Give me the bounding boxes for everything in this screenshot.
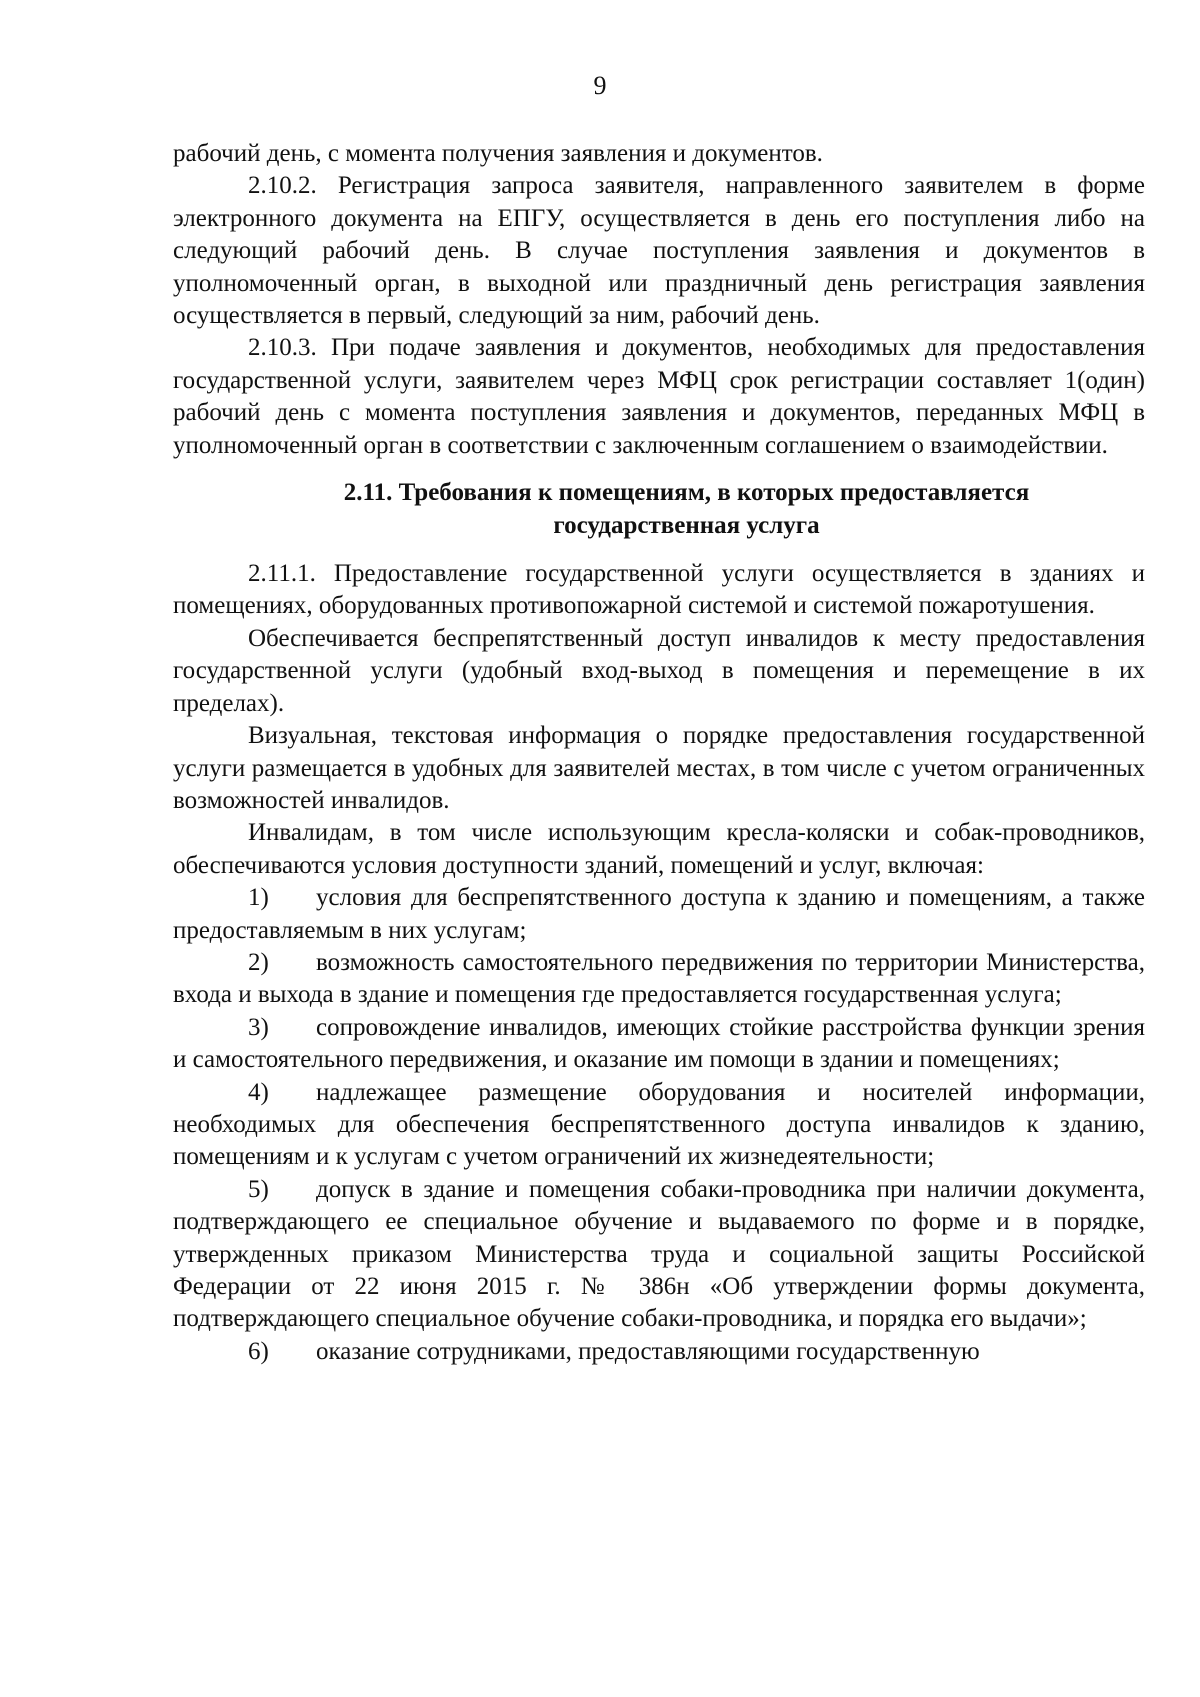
- paragraph-2-10-2: 2.10.2. Регистрация запроса заявителя, направленного заявителем в форме электронного документа на ЕПГУ, осуществляется в день его поступления либо на следующий рабочий день. В случае поступления заявления и документов в уполномоченный орган, в выходной или праздничный день регистрация заявления осуществляется в первый, следующий за ним, рабочий день.: [173, 172, 1145, 330]
- section-heading-line-1: 2.11. Требования к помещениям, в которых предоставляется: [343, 479, 1030, 507]
- paragraph-disabled-conditions: Инвалидам, в том числе использующим кресла-коляски и собак-проводников, обеспечиваются условия доступности зданий, помещений и услуг, включая:: [173, 819, 1145, 879]
- list-item-number: 6): [248, 1337, 269, 1365]
- list-item-text: допуск в здание и помещения собаки-проводника при наличии документа, подтверждающего ее специальное обучение и выдаваемого по форме и в порядке, утвержденных приказом Министерства труда и социальной защиты Российской Федерации от 22 июня 2015 г. № 386н «Об утверждении формы документа, подтверждающего специальное обучение собаки-проводника, и порядка его выдачи»;: [173, 1175, 1145, 1333]
- list-item-text: оказание сотрудниками, предоставляющими государственную: [316, 1337, 980, 1365]
- list-item: [173, 947, 1145, 1012]
- section-heading-line-2: государственная услуга: [553, 512, 820, 540]
- list-item-text: условия для беспрепятственного доступа к зданию и помещениям, а также предоставляемым в них услугам;: [173, 884, 1145, 944]
- list-item: [173, 882, 1145, 947]
- list-item-number: 1): [248, 884, 269, 912]
- document-body: [173, 138, 1145, 1368]
- paragraph-continuation: рабочий день, с момента получения заявления и документов.: [173, 140, 823, 167]
- paragraph-access: Обеспечивается беспрепятственный доступ инвалидов к месту предоставления государственной услуги (удобный вход-выход в помещения и перемещение в их пределах).: [173, 624, 1145, 717]
- list-item-number: 2): [248, 948, 269, 976]
- list-item-text: возможность самостоятельного передвижения по территории Министерства, входа и выхода в здание и помещения где предоставляется государственная услуга;: [173, 948, 1145, 1009]
- paragraph-2-10-3: 2.10.3. При подаче заявления и документов, необходимых для предоставления государственной услуги, заявителем через МФЦ срок регистрации составляет 1(один) рабочий день с момента поступления заявления и документов, переданных МФЦ в уполномоченный орган в соответствии с заключенным соглашением о взаимодействии.: [173, 334, 1145, 459]
- list-item-text: сопровождение инвалидов, имеющих стойкие расстройства функции зрения и самостоятельного передвижения, и оказание им помощи в здании и помещениях;: [173, 1013, 1145, 1074]
- page-number: 9: [593, 71, 607, 100]
- list-item-number: 5): [248, 1175, 269, 1203]
- list-item: [173, 1012, 1145, 1077]
- list-item-text: надлежащее размещение оборудования и носителей информации, необходимых для обеспечения беспрепятственного доступа инвалидов к зданию, помещениям и к услугам с учетом ограничений их жизнедеятельности;: [173, 1078, 1145, 1171]
- list-item-number: 4): [248, 1078, 269, 1106]
- list-item-number: 3): [248, 1013, 269, 1041]
- paragraph-visual-info: Визуальная, текстовая информация о порядке предоставления государственной услуги размещается в удобных для заявителей местах, в том числе с учетом ограниченных возможностей инвалидов.: [173, 722, 1145, 814]
- list-item: [173, 1077, 1145, 1174]
- paragraph-2-11-1: 2.11.1. Предоставление государственной услуги осуществляется в зданиях и помещениях, оборудованных противопожарной системой и системой пожаротушения.: [173, 560, 1145, 620]
- section-heading: [173, 476, 1145, 542]
- list-item: [173, 1174, 1145, 1336]
- list-item: [173, 1336, 1145, 1368]
